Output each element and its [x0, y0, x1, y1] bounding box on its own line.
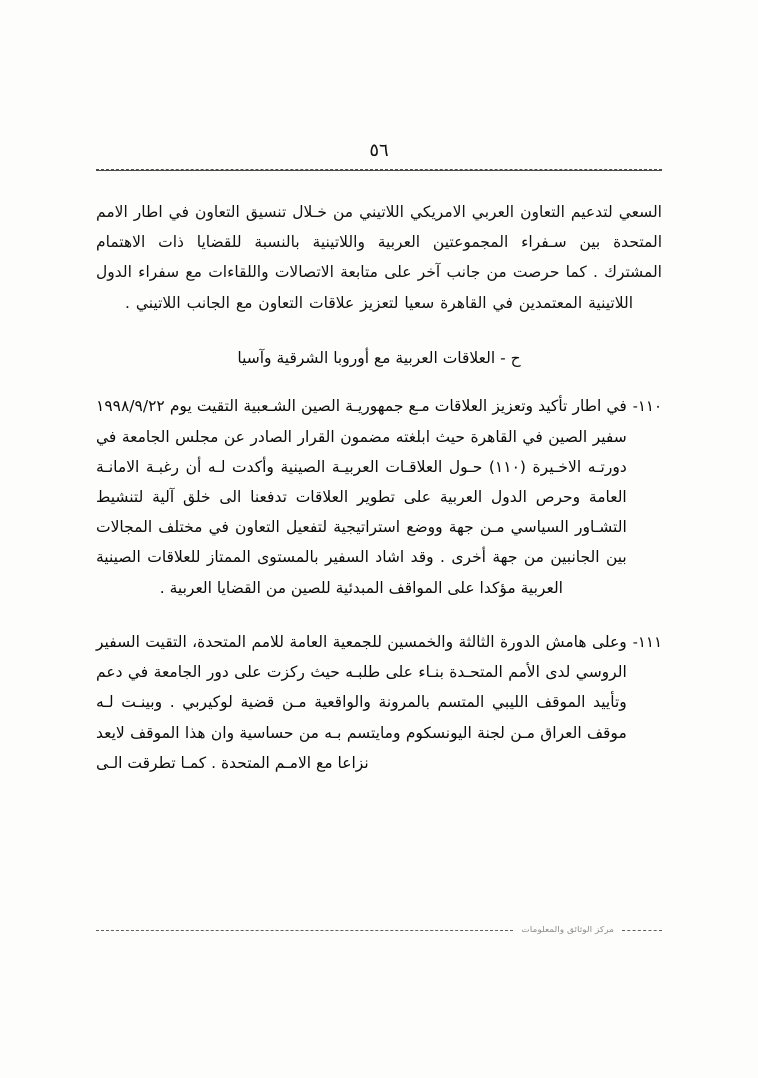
footer-divider [96, 925, 662, 935]
header-divider [96, 169, 662, 171]
item-text: في اطار تأكيد وتعزيز العلاقات مـع جمهوريـة الصين الشـعبية التقيت يوم ١٩٩٨/٩/٢٢ سفير الصين في القاهرة حيث ابلغته مضمون القرار الصادر عن مجلس الجامعة في دورتـه الاخـيرة (١١٠) حـول العلاقـات العربيـة الصينية وأكدت لـه أن رغبـة الامانـة العامة وحرص الدول العربية على تطوير العلاقات تدفعنا الى خلق آلية لتنشيط التشـاور السياسي مـن جهة ووضع استراتيجية لتفعيل التعاون في مختلف المجالات بين الجانبين من جهة أخرى . وقد اشاد السفير بالمستوى الممتاز للعلاقات الصينية العربية مؤكدا على المواقف المبدئية للصين من القضايا العربية . [96, 397, 627, 597]
footer-rule-left [622, 930, 662, 931]
item-number: ١١١- [632, 632, 662, 651]
item-text: وعلى هامش الدورة الثالثة والخمسين للجمعية العامة للامم المتحدة، التقيت السفير الروسي لدى الأمم المتحـدة بنـاء على طلبـه حيث ركزت على دور الجامعة في دعم وتأييد الموقف الليبي المتسم بالمرونة والواقعية مـن قضية لوكيربي . وبينـت لـه موقف العراق مـن لجنة اليونسكوم ومايتسم بـه من حساسية وان هذا الموقف لايعد نزاعا مع الامـم المتحدة . كمـا تطرقت الـى [96, 632, 627, 772]
numbered-item [96, 391, 662, 603]
paragraph-opening: السعي لتدعيم التعاون العربي الامريكي اللاتيني من خـلال تنسيق التعاون في اطار الامم المتحدة بين سـفراء المجموعتين العربية واللاتينية بالنسبة للقضايا ذات الاهتمام المشترك . كما حرصت من جانب آخر على متابعة الاتصالات واللقاءات مع سفراء الدول اللاتينية المعتمدين في القاهرة سعيا لتعزيز علاقات التعاون مع الجانب اللاتيني . [96, 203, 662, 312]
numbered-item [96, 627, 662, 778]
footer-note: مركز الوثائق والمعلومات [521, 925, 614, 935]
footer-rule-right [96, 930, 513, 931]
section-heading: ح - العلاقات العربية مع أوروبا الشرقية وآسيا [237, 348, 521, 367]
page-content [96, 140, 662, 802]
item-number: ١١٠- [632, 397, 662, 416]
page-number: ٥٦ [369, 140, 389, 161]
